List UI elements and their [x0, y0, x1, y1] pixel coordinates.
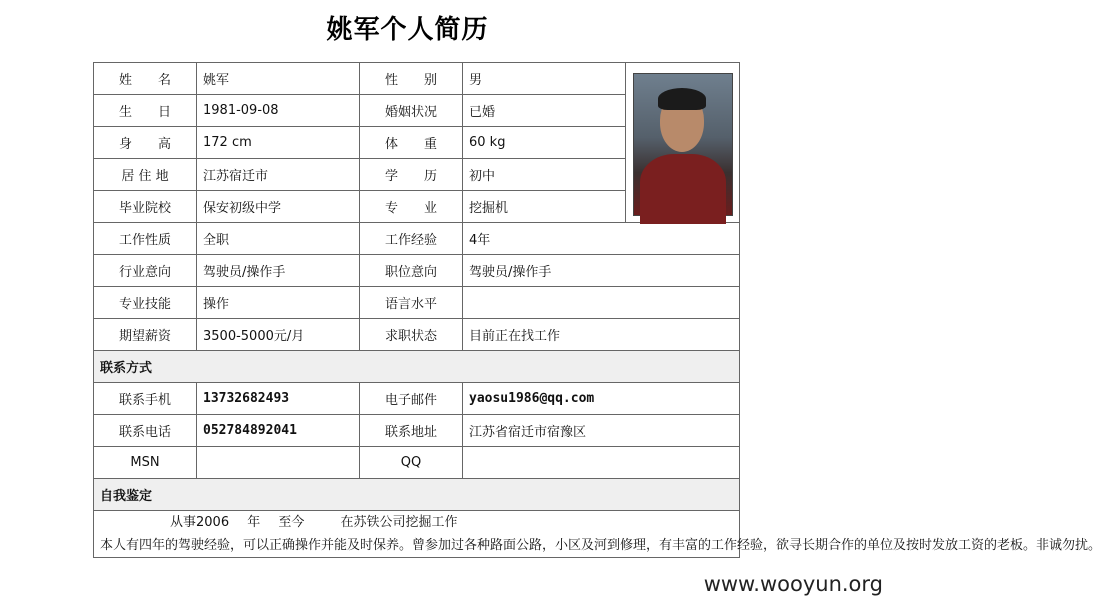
name-value: 姚军 — [197, 63, 360, 95]
intro-paragraph: 本人有四年的驾驶经验，可以正确操作并能及时保养。曾参加过各种路面公路，小区及河到修理，有丰富的工作经验，欲寻长期合作的单位及按时发放工资的老板。非诚勿扰。 — [100, 538, 1101, 553]
school-value: 保安初级中学 — [197, 191, 360, 223]
table-row — [94, 63, 740, 95]
self-evaluation — [94, 511, 1101, 558]
residence-label: 居 住 地 — [94, 159, 197, 191]
qq-value — [463, 447, 740, 479]
msn-label: MSN — [94, 447, 197, 479]
address-value: 江苏省宿迁市宿豫区 — [463, 415, 740, 447]
name-label: 姓 名 — [94, 63, 197, 95]
language-label: 语言水平 — [360, 287, 463, 319]
weight-value: 60 kg — [463, 127, 626, 159]
resume-table — [93, 62, 1101, 558]
marital-label: 婚姻状况 — [360, 95, 463, 127]
table-row — [94, 511, 740, 558]
status-label: 求职状态 — [360, 319, 463, 351]
birth-value: 1981-09-08 — [197, 95, 360, 127]
education-label: 学 历 — [360, 159, 463, 191]
skill-label: 专业技能 — [94, 287, 197, 319]
language-value — [463, 287, 740, 319]
watermark: www.wooyun.org — [703, 572, 883, 596]
page-title: 姚军个人简历 — [326, 15, 489, 45]
height-label: 身 高 — [94, 127, 197, 159]
salary-label: 期望薪资 — [94, 319, 197, 351]
gender-value: 男 — [463, 63, 626, 95]
msn-value — [197, 447, 360, 479]
salary-value: 3500-5000元/月 — [197, 319, 360, 351]
table-row — [94, 255, 740, 287]
experience-label: 工作经验 — [360, 223, 463, 255]
section-row — [94, 351, 740, 383]
mobile-value: 13732682493 — [197, 383, 360, 415]
height-value: 172 cm — [197, 127, 360, 159]
table-row — [94, 415, 740, 447]
qq-label: QQ — [360, 447, 463, 479]
address-label: 联系地址 — [360, 415, 463, 447]
work-company: 在苏铁公司挖掘工作 — [340, 515, 458, 530]
school-label: 毕业院校 — [94, 191, 197, 223]
work-history-line — [100, 511, 733, 534]
table-row — [94, 223, 740, 255]
education-value: 初中 — [463, 159, 626, 191]
birth-label: 生 日 — [94, 95, 197, 127]
mobile-label: 联系手机 — [94, 383, 197, 415]
contact-section-header: 联系方式 — [94, 351, 740, 383]
residence-value: 江苏宿迁市 — [197, 159, 360, 191]
profile-photo — [633, 73, 733, 216]
work-from: 从事2006 — [170, 515, 230, 530]
photo-cell — [626, 63, 740, 223]
major-label: 专 业 — [360, 191, 463, 223]
experience-value: 4年 — [463, 223, 740, 255]
marital-value: 已婚 — [463, 95, 626, 127]
table-row — [94, 383, 740, 415]
job-type-value: 全职 — [197, 223, 360, 255]
intro-section-header: 自我鉴定 — [94, 479, 740, 511]
industry-value: 驾驶员/操作手 — [197, 255, 360, 287]
skill-value: 操作 — [197, 287, 360, 319]
table-row — [94, 287, 740, 319]
table-row — [94, 319, 740, 351]
major-value: 挖掘机 — [463, 191, 626, 223]
position-label: 职位意向 — [360, 255, 463, 287]
weight-label: 体 重 — [360, 127, 463, 159]
industry-label: 行业意向 — [94, 255, 197, 287]
status-value: 目前正在找工作 — [463, 319, 740, 351]
job-type-label: 工作性质 — [94, 223, 197, 255]
phone-value: 052784892041 — [197, 415, 360, 447]
email-value: yaosu1986@qq.com — [463, 383, 740, 415]
phone-label: 联系电话 — [94, 415, 197, 447]
work-to: 至今 — [278, 515, 305, 530]
gender-label: 性 别 — [360, 63, 463, 95]
position-value: 驾驶员/操作手 — [463, 255, 740, 287]
email-label: 电子邮件 — [360, 383, 463, 415]
section-row — [94, 479, 740, 511]
table-row — [94, 447, 740, 479]
work-year-unit: 年 — [247, 515, 261, 530]
